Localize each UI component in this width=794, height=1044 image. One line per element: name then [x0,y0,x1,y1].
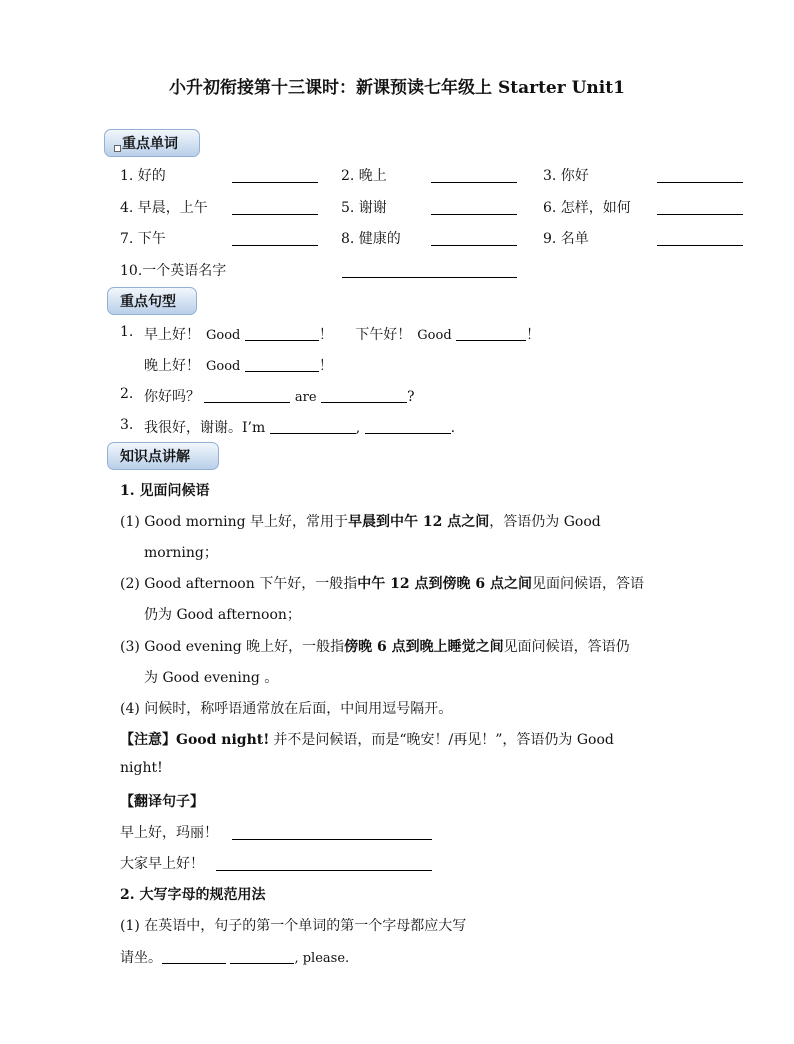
k1-item-2-text: (2) Good afternoon 下午好，一般指 [120,576,358,592]
vocab-item-3: 3. 你好 [543,168,589,184]
k1-item-1-tail: ，答语仍为 Good [489,514,601,530]
pattern-2-line [144,386,415,406]
vocab-item-9: 9. 名单 [543,231,589,247]
k1-item-1 [120,511,601,531]
pattern-1b-cn: 下午好！ [355,327,412,343]
vocab-blank-2[interactable] [431,168,517,183]
checkbox-marker-icon [114,145,121,152]
k2-rule: (1) 在英语中，句子的第一个单词的第一个字母都应大写 [120,918,467,934]
pattern-3-number: 3. [120,417,134,433]
pattern-2-q: ? [407,389,415,405]
pattern-1c-blank[interactable] [245,358,319,372]
section-label-words: 重点单词 [122,136,178,152]
pattern-1b-en: Good [417,328,452,343]
translate-1: 早上好，玛丽！ [120,825,218,841]
k1-item-2-tail: 见面问候语，答语 [531,576,644,592]
pattern-1a-cn: 早上好！ [144,327,200,343]
k2-example-en: , please. [294,951,350,966]
translate-2-blank[interactable] [216,856,432,871]
vocab-item-1: 1. 好的 [120,168,166,184]
pattern-1c-bang: ！ [318,358,333,374]
k1-note-label: 【注意】Good night! [120,732,270,748]
pattern-3-cn: 我很好，谢谢。I’m [144,420,266,436]
section-tag-words [104,129,200,157]
vocab-blank-9[interactable] [657,231,743,246]
vocab-item-6: 6. 怎样，如何 [543,200,631,216]
section-tag-knowledge: 知识点讲解 [107,442,219,470]
pattern-2-blank-a[interactable] [204,389,290,403]
k1-item-4: (4) 问候时，称呼语通常放在后面，中间用逗号隔开。 [120,701,453,717]
pattern-3-blank-a[interactable] [270,420,356,434]
k1-item-1-text: (1) Good morning 早上好，常用于 [120,514,349,530]
pattern-1b-bang: ！ [526,327,541,343]
k1-heading: 1. 见面问候语 [120,483,210,499]
pattern-2-are: are [294,390,317,405]
vocab-blank-5[interactable] [431,200,517,215]
k2-heading: 2. 大写字母的规范用法 [120,887,266,903]
k1-item-3-bold: 傍晚 6 点到晚上睡觉之间 [344,639,504,655]
vocab-blank-10[interactable] [342,263,517,278]
pattern-2-blank-b[interactable] [321,389,407,403]
k1-item-1-bold: 早晨到中午 12 点之间 [348,514,490,530]
pattern-1c-cn: 晚上好！ [144,358,200,374]
translate-1-blank[interactable] [232,825,432,840]
vocab-blank-6[interactable] [657,200,743,215]
k1-item-3-cont: 为 Good evening 。 [144,670,279,686]
pattern-1a-en: Good [206,328,241,343]
k1-item-3-tail: 见面问候语，答语仍 [503,639,630,655]
k1-note-cont: night! [120,760,163,776]
pattern-2-number: 2. [120,386,134,402]
pattern-1c-line [144,355,333,375]
k1-item-3-text: (3) Good evening 晚上好，一般指 [120,639,345,655]
pattern-1c-en: Good [206,359,241,374]
k1-item-2-bold: 中午 12 点到傍晚 6 点之间 [357,576,532,592]
k1-item-2 [120,573,644,593]
pattern-3-blank-b[interactable] [365,420,451,434]
k2-example [120,947,349,967]
pattern-1-line [144,324,540,344]
vocab-item-4: 4. 早晨，上午 [120,200,208,216]
pattern-3-line [144,417,455,437]
translate-heading: 【翻译句子】 [120,794,204,810]
k1-note-text: 并不是问候语，而是“晚安！/再见！”，答语仍为 Good [273,732,614,748]
vocab-item-10: 10.一个英语名字 [120,263,227,279]
k1-note [120,729,614,749]
k2-example-blank-b[interactable] [230,950,294,964]
pattern-2-cn: 你好吗？ [144,389,200,405]
vocab-blank-3[interactable] [657,168,743,183]
pattern-1a-bang: ！ [318,327,333,343]
vocab-item-8: 8. 健康的 [341,231,401,247]
k1-item-1-cont: morning； [144,545,218,561]
page-title: 小升初衔接第十三课时：新课预读七年级上 Starter Unit1 [169,78,625,98]
section-tag-sentences: 重点句型 [107,287,197,315]
vocab-item-2: 2. 晚上 [341,168,387,184]
vocab-blank-8[interactable] [431,231,517,246]
pattern-1a-blank[interactable] [245,327,319,341]
k2-example-cn: 请坐。 [120,950,162,966]
pattern-3-dot: . [450,420,456,436]
vocab-item-5: 5. 谢谢 [341,200,387,216]
vocab-item-7: 7. 下午 [120,231,166,247]
k1-item-3 [120,636,630,656]
pattern-3-comma: , [355,420,361,436]
vocab-blank-4[interactable] [232,200,318,215]
translate-2: 大家早上好！ [120,856,204,872]
k2-example-blank-a[interactable] [162,950,226,964]
vocab-blank-7[interactable] [232,231,318,246]
pattern-1b-blank[interactable] [456,327,526,341]
k1-item-2-cont: 仍为 Good afternoon； [144,607,301,623]
vocab-blank-1[interactable] [232,168,318,183]
pattern-1-number: 1. [120,324,134,340]
